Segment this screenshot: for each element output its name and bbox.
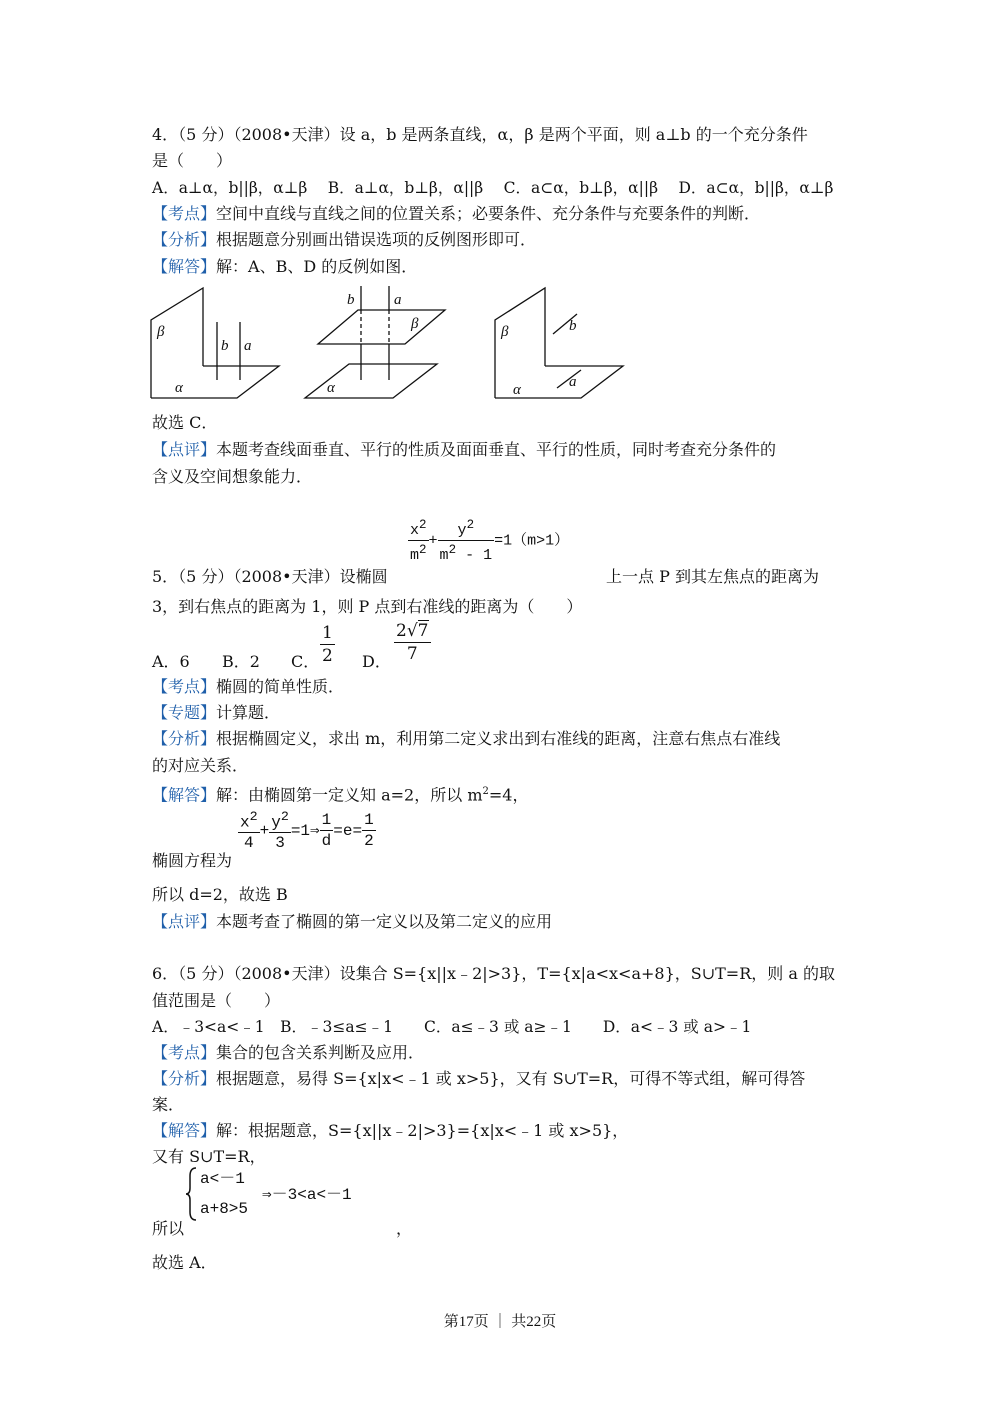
q5-kaodian: [152, 676, 344, 698]
q5-fenxi-line2: 的对应关系．: [152, 756, 249, 775]
eq-m2: m: [439, 547, 449, 564]
figure-b: [305, 286, 445, 398]
kaodian-tag: 【考点】: [152, 204, 217, 223]
q4-stem-line1: 4．（5 分）（2008•天津）设 a，b 是两条直线，α，β 是两个平面，则 a⊥b 的一个充分条件: [152, 125, 808, 144]
fenxi-text: 根据题意分别画出错误选项的反例图形即可．: [216, 230, 537, 249]
eq2-y: y: [271, 813, 281, 832]
dianping-text: 本题考查了椭圆的第一定义以及第二定义的应用: [216, 912, 553, 931]
q5-zhuanti: [152, 702, 280, 724]
q6-sys2: a+8>5: [200, 1200, 249, 1218]
fenxi-text: 根据题意，易得 S={x|x<﹣1 或 x>5}，又有 S∪T=R，可得不等式组，解可得答: [216, 1069, 806, 1088]
q6-kaodian: [152, 1042, 424, 1064]
q5-fenxi-line1: [152, 728, 780, 750]
q4-dianping-line2: 含义及空间想象能力．: [152, 467, 313, 486]
q5-eq2: [238, 808, 376, 853]
opt-c-num: 1: [322, 623, 333, 643]
fig-d-a: a: [569, 374, 577, 390]
eq-x-sq: 2: [419, 518, 427, 532]
jieda-end: =4，: [488, 785, 529, 805]
eq2-n4: 1: [364, 811, 374, 830]
q6-fenxi-line2: 案．: [152, 1095, 185, 1114]
opt-d-rad: 7: [417, 621, 429, 641]
eq-plus: +: [428, 532, 438, 550]
jieda-sup: 2: [482, 786, 489, 797]
fig-a-alpha: α: [175, 380, 183, 396]
eq-minus1: - 1: [456, 547, 493, 564]
q5-stem-right: 上一点 P 到其左焦点的距离为: [606, 567, 819, 586]
q5-stem-line2: 3，到右焦点的距离为 1，则 P 点到右准线的距离为（ ）: [152, 597, 583, 616]
eq2-d3: d: [321, 832, 332, 851]
q4-stem-line2: 是（ ）: [152, 151, 233, 170]
eq2-x-sq: 2: [249, 810, 258, 825]
figure-d: [495, 288, 623, 398]
eq2-plus: +: [259, 821, 270, 840]
eq-frac-y: [438, 516, 495, 565]
q5-option-d-frac: $\frac{2√7}{7}$: [396, 621, 429, 664]
kaodian-text: 集合的包含关系判断及应用．: [216, 1043, 425, 1062]
q6-sys-result: ⇒－3<a<－1: [262, 1186, 352, 1204]
q5-stem-left: 5．（5 分）（2008•天津）设椭圆: [152, 567, 388, 586]
fig-a-b: b: [221, 338, 229, 354]
jieda-tag: 【解答】: [152, 1121, 217, 1140]
q4-options: A．a⊥α，b||β，α⊥β B．a⊥α，b⊥β，α||β C．a⊂α，b⊥β，α||β D．a⊂α，b||β，α⊥β: [152, 179, 834, 197]
q4-fenxi: [152, 229, 536, 251]
eq-frac-x: [408, 516, 429, 565]
eq-rhs: =1（m>1）: [494, 532, 570, 550]
opt-d-den: 7: [394, 642, 431, 665]
q6-choose: 故选 A．: [152, 1253, 217, 1272]
q4-jieda: [152, 256, 417, 278]
q5-eq2-label: 椭圆方程为: [152, 851, 233, 870]
jieda-tag: 【解答】: [152, 785, 217, 805]
q4-kaodian: [152, 203, 760, 225]
eq2-d1: 4: [238, 832, 260, 853]
jieda-text: 解：A、B、D 的反例如图．: [216, 257, 418, 276]
q6-options: A．﹣3<a<﹣1 B．﹣3≤a≤﹣1 C．a≤﹣3 或 a≥﹣1 D．a<﹣3 或 a>﹣1: [152, 1018, 752, 1036]
q5-option-b: B．2: [222, 652, 260, 671]
q4-choose: 故选 C．: [152, 413, 218, 432]
q5-jieda: [152, 781, 528, 806]
q6-comma: ，: [396, 1219, 413, 1238]
opt-c-den: 2: [322, 646, 333, 666]
q5-ellipse-equation: [408, 516, 569, 565]
dianping-text: 本题考查线面垂直、平行的性质及面面垂直、平行的性质，同时考查充分条件的: [216, 440, 777, 459]
eq-m2-sq: 2: [448, 543, 457, 557]
fenxi-tag: 【分析】: [152, 230, 217, 249]
jieda-tag: 【解答】: [152, 257, 217, 276]
kaodian-text: 椭圆的简单性质．: [216, 677, 345, 696]
zhuanti-text: 计算题．: [216, 703, 281, 722]
eq2-n3: 1: [321, 811, 332, 830]
q5-option-a: A．6: [152, 652, 190, 671]
jieda-text: 解：由椭圆第一定义知 a=2，所以 m: [216, 785, 483, 805]
q5-option-c: C．: [291, 652, 320, 671]
q5-option-d: D．: [362, 652, 391, 671]
eq-y-sq: 2: [466, 518, 475, 532]
q5-result: 所以 d=2，故选 B: [152, 885, 288, 904]
q6-fenxi-line1: [152, 1068, 805, 1090]
kaodian-tag: 【考点】: [152, 677, 217, 696]
eq-x: x: [410, 522, 420, 539]
q5-dianping: [152, 911, 552, 933]
eq-m-sq: 2: [419, 543, 427, 557]
fig-b-b: b: [347, 292, 355, 308]
opt-d-coef: 2: [396, 621, 407, 641]
fenxi-tag: 【分析】: [152, 1069, 217, 1088]
eq-m: m: [410, 547, 420, 564]
eq2-d2: 3: [269, 832, 291, 853]
q4-dianping-line1: [152, 439, 776, 461]
page-footer: 第17页 ｜ 共22页: [443, 1314, 557, 1330]
fig-a-a: a: [244, 338, 252, 354]
q6-stem-line2: 值范围是（ ）: [152, 991, 281, 1010]
eq2-x: x: [240, 813, 250, 832]
fig-b-beta: β: [411, 316, 419, 332]
q5-option-c-frac: [320, 622, 335, 667]
fig-b-alpha: α: [327, 380, 335, 396]
fenxi-text: 根据椭圆定义，求出 m，利用第二定义求出到右准线的距离，注意右焦点右准线: [216, 729, 781, 748]
q6-also: 又有 S∪T=R，: [152, 1147, 266, 1166]
brace-icon: [184, 1166, 198, 1222]
dianping-tag: 【点评】: [152, 440, 217, 459]
q4-counterexample-figures: [145, 282, 635, 406]
fenxi-tag: 【分析】: [152, 729, 217, 748]
jieda-text: 解：根据题意，S={x||x﹣2|>3}={x|x<﹣1 或 x>5}，: [216, 1121, 629, 1140]
fig-d-beta: β: [501, 324, 509, 340]
eq-y: y: [457, 522, 467, 539]
kaodian-tag: 【考点】: [152, 1043, 217, 1062]
zhuanti-tag: 【专题】: [152, 703, 217, 722]
kaodian-text: 空间中直线与直线之间的位置关系；必要条件、充分条件与充要条件的判断．: [216, 204, 761, 223]
eq2-mid: =1⇒: [290, 821, 320, 840]
fig-d-b: b: [569, 318, 577, 334]
fig-a-beta: β: [157, 324, 165, 340]
dianping-tag: 【点评】: [152, 912, 217, 931]
eq2-d4: 2: [364, 832, 374, 851]
fig-b-a: a: [394, 292, 402, 308]
q6-suoyi: 所以: [152, 1219, 185, 1238]
q6-jieda: [152, 1120, 628, 1142]
eq2-y-sq: 2: [280, 810, 289, 825]
q6-stem-line1: 6．（5 分）（2008•天津）设集合 S={x||x﹣2|>3}，T={x|a<x<a+8}，S∪T=R，则 a 的取: [152, 964, 835, 983]
eq2-eq: =e=: [333, 821, 363, 840]
figure-a: [151, 288, 279, 398]
q6-sys1: a<－1: [200, 1170, 245, 1188]
fig-d-alpha: α: [513, 382, 521, 398]
